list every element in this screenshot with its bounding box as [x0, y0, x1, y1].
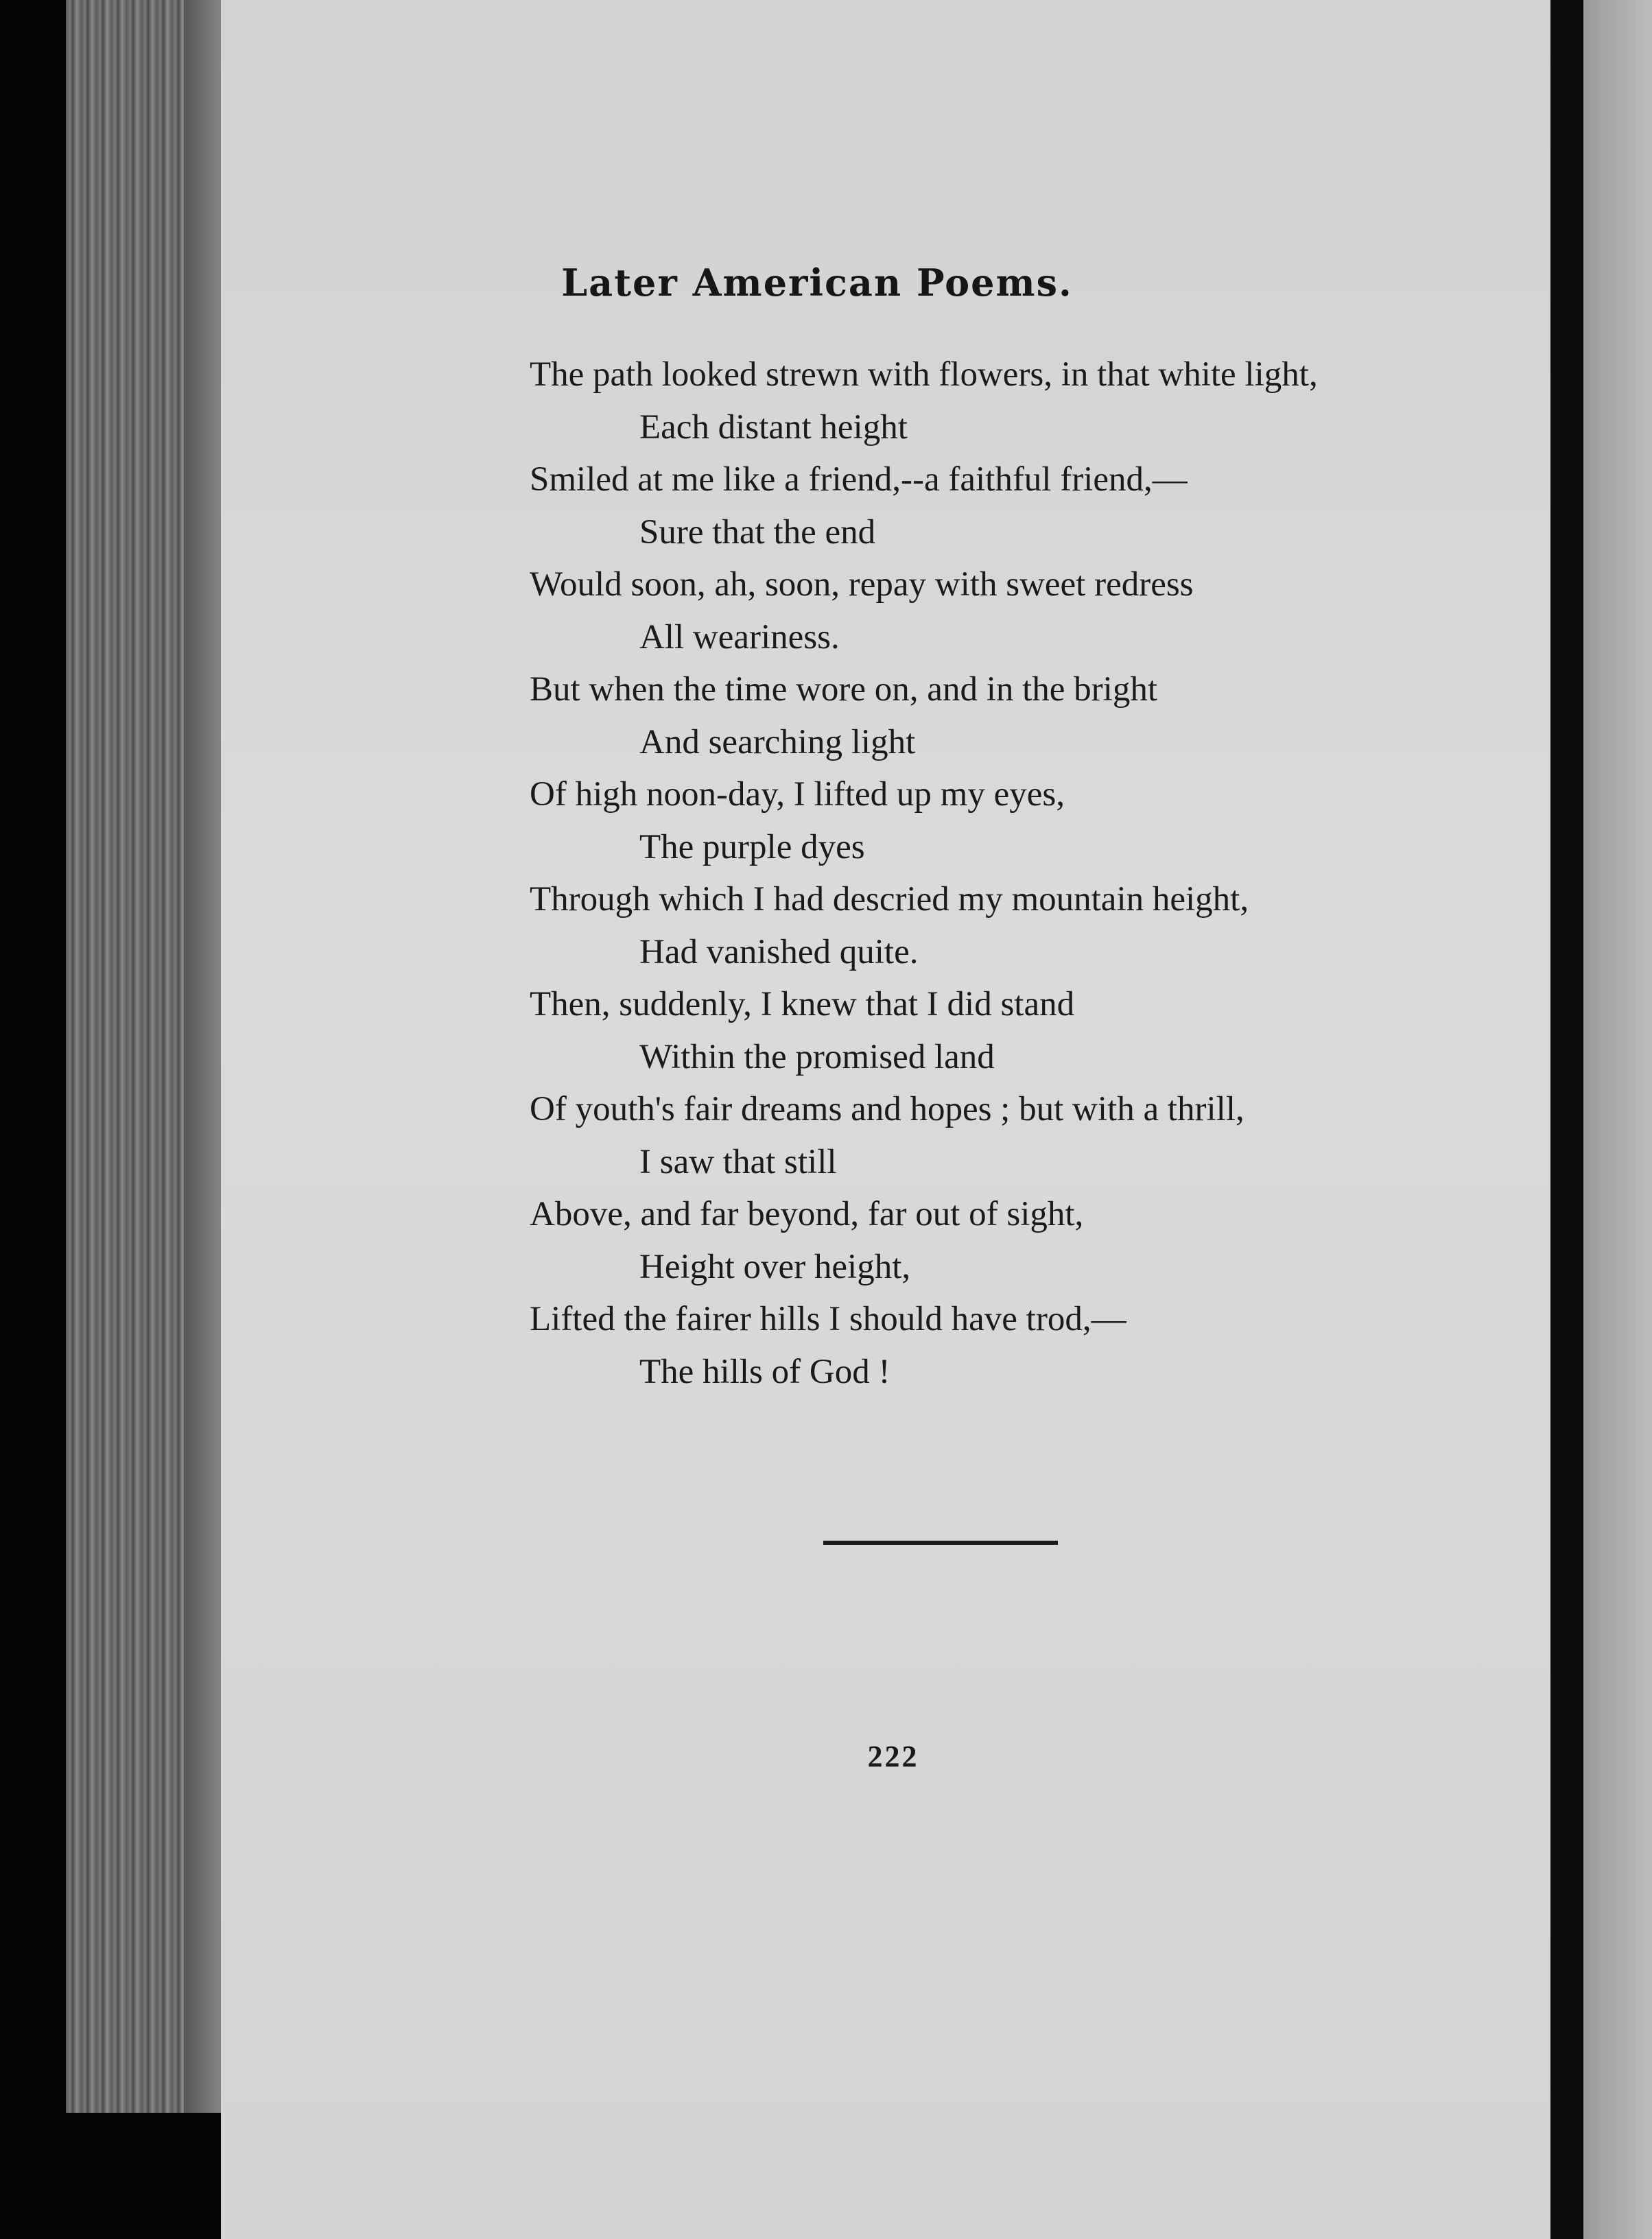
poem-line: The purple dyes	[639, 827, 865, 866]
poem-line: Then, suddenly, I knew that I did stand	[530, 985, 1075, 1023]
poem-text	[530, 348, 1442, 1398]
poem-line: But when the time wore on, and in the bright	[530, 670, 1157, 709]
facing-page-edge	[1583, 0, 1652, 2239]
poem-line: Sure that the end	[639, 512, 876, 552]
poem-line: Height over height,	[639, 1247, 911, 1286]
poem-line: I saw that still	[639, 1142, 837, 1181]
running-header: Later American Poems.	[561, 261, 1073, 305]
poem-line: Would soon, ah, soon, repay with sweet redress	[530, 565, 1194, 604]
poem-line: Each distant height	[639, 407, 908, 447]
poem-line: All weariness.	[639, 617, 840, 656]
poem-line: The hills of God !	[639, 1352, 890, 1391]
page-number: 222	[867, 1740, 919, 1773]
section-rule	[823, 1541, 1058, 1545]
binding-shadow	[1550, 0, 1583, 2239]
poem-line: And searching light	[639, 722, 916, 761]
poem-line: The path looked strewn with flowers, in that white light,	[530, 355, 1318, 394]
poem-line: Of high noon-day, I lifted up my eyes,	[530, 775, 1065, 814]
poem-line: Within the promised land	[639, 1037, 995, 1076]
poem-line: Smiled at me like a friend,--a faithful friend,—	[530, 460, 1188, 499]
poem-line: Through which I had descried my mountain height,	[530, 880, 1249, 919]
poem-line: Of youth's fair dreams and hopes ; but with a thrill,	[530, 1090, 1244, 1128]
poem-line: Lifted the fairer hills I should have trod,—	[530, 1300, 1126, 1338]
poem-line: Above, and far beyond, far out of sight,	[530, 1195, 1084, 1233]
gutter-shadow	[184, 0, 225, 2113]
poem-line: Had vanished quite.	[639, 932, 919, 971]
